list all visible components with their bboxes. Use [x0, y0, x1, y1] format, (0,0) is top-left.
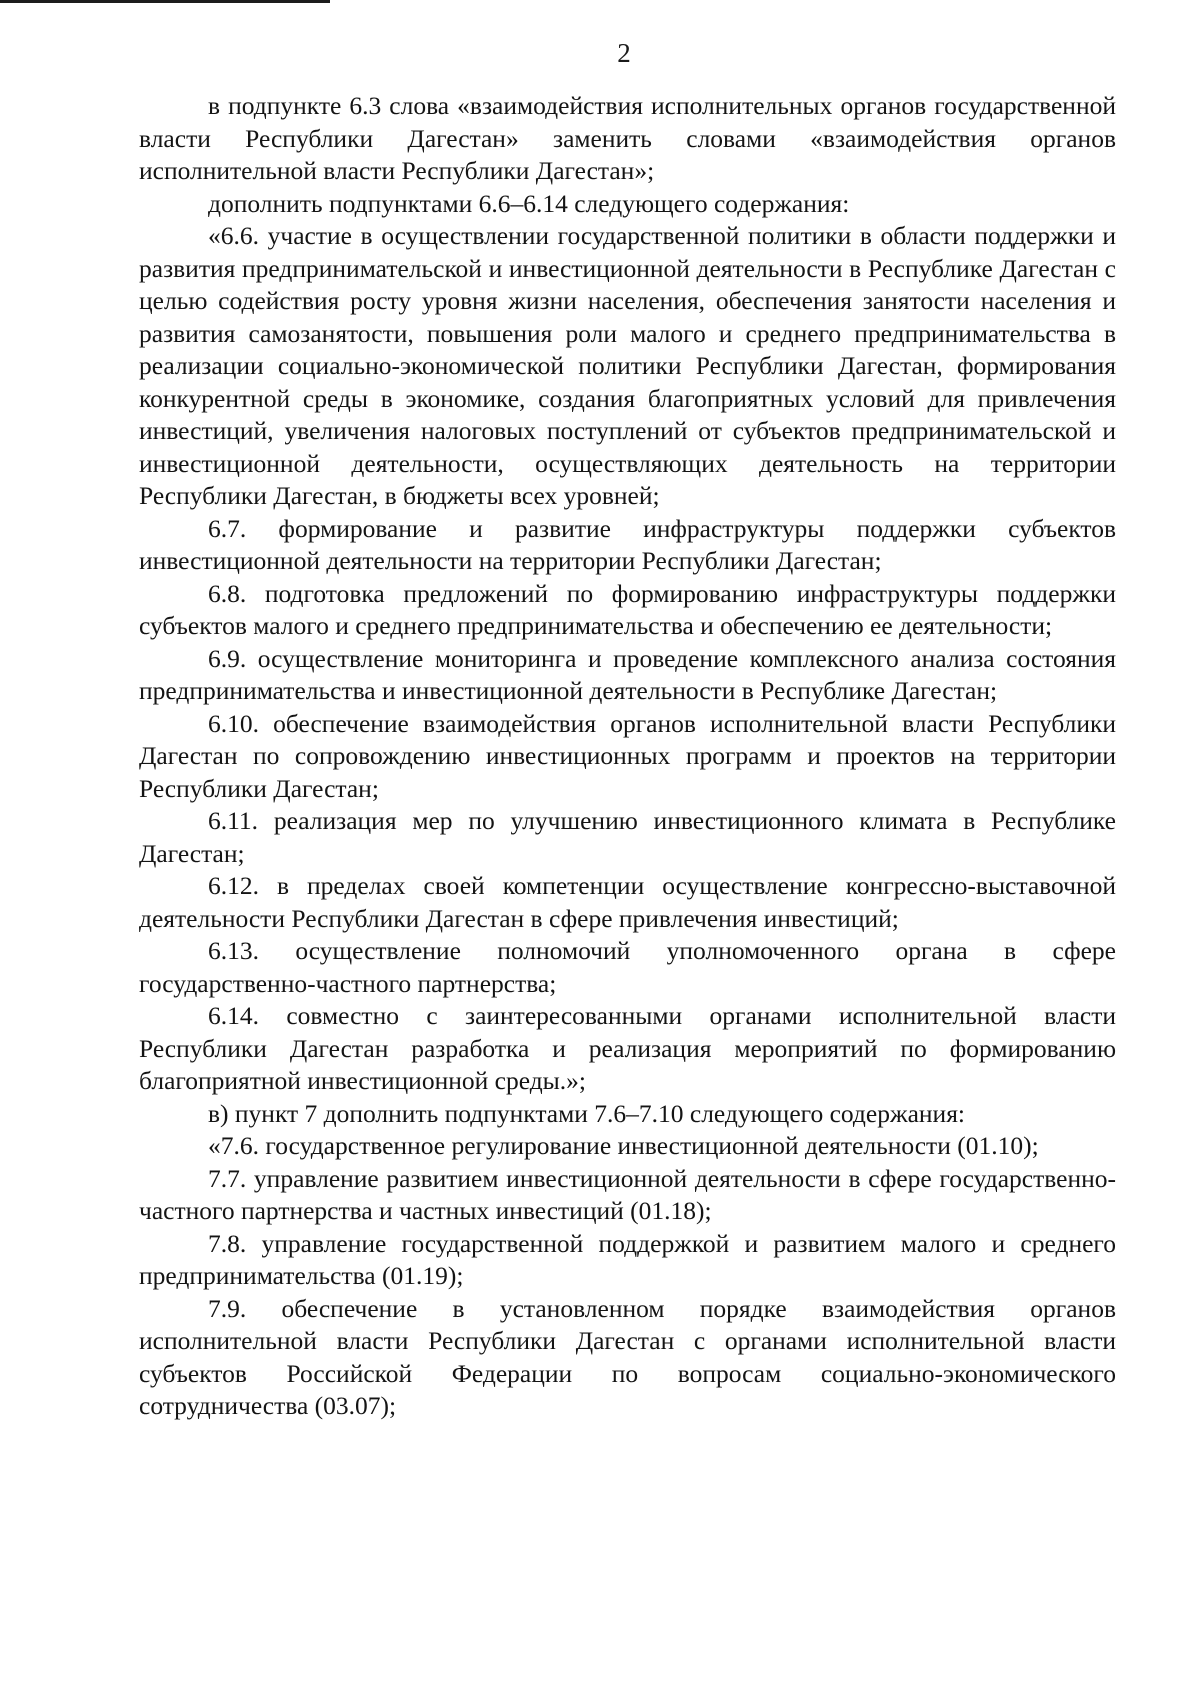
- scan-edge-line: [0, 0, 330, 3]
- paragraph: «6.6. участие в осуществлении государственной политики в области поддержки и развития предпринимательской и инвестиционной деятельности в Республике Дагестан с целью содействия росту уровня жизни населения, обеспечения занятости населения и развития самозанятости, повышения роли малого и среднего предпринимательства в реализации социально-экономической политики Республики Дагестан, формирования конкурентной среды в экономике, создания благоприятных условий для привлечения инвестиций, увеличения налоговых поступлений от субъектов предпринимательской и инвестиционной деятельности, осуществляющих деятельность на территории Республики Дагестан, в бюджеты всех уровней;: [139, 221, 1116, 510]
- paragraph: 6.12. в пределах своей компетенции осуществление конгрессно-выставочной деятельности Республики Дагестан в сфере привлечения инвестиций;: [139, 871, 1116, 933]
- page-number: 2: [617, 38, 631, 68]
- paragraph: 6.10. обеспечение взаимодействия органов исполнительной власти Республики Дагестан по сопровождению инвестиционных программ и проектов на территории Республики Дагестан;: [139, 708, 1116, 803]
- paragraph: 6.14. совместно с заинтересованными органами исполнительной власти Республики Дагестан разработка и реализация мероприятий по формированию благоприятной инвестиционной среды.»;: [139, 1001, 1116, 1095]
- paragraph: 6.9. осуществление мониторинга и проведение комплексного анализа состояния предпринимательства и инвестиционной деятельности в Республике Дагестан;: [139, 643, 1116, 705]
- paragraph: 7.8. управление государственной поддержкой и развитием малого и среднего предпринимательства (01.19);: [139, 1228, 1116, 1290]
- paragraph: в подпункте 6.3 слова «взаимодействия исполнительных органов государственной власти Республики Дагестан» заменить словами «взаимодействия органов исполнительной власти Республики Дагестан»;: [139, 91, 1116, 185]
- paragraph: 6.8. подготовка предложений по формированию инфраструктуры поддержки субъектов малого и среднего предпринимательства и обеспечению ее деятельности;: [139, 578, 1116, 640]
- paragraph: 7.7. управление развитием инвестиционной деятельности в сфере государственно-частного партнерства и частных инвестиций (01.18);: [139, 1163, 1116, 1225]
- paragraph: 6.11. реализация мер по улучшению инвестиционного климата в Республике Дагестан;: [139, 806, 1116, 868]
- paragraph: в) пункт 7 дополнить подпунктами 7.6–7.10 следующего содержания:: [208, 1098, 966, 1128]
- paragraph: 7.9. обеспечение в установленном порядке взаимодействия органов исполнительной власти Республики Дагестан с органами исполнительной власти субъектов Российской Федерации по вопросам социально-экономического сотрудничества (03.07);: [139, 1293, 1116, 1420]
- document-body: [139, 90, 1116, 1423]
- paragraph: дополнить подпунктами 6.6–6.14 следующего содержания:: [208, 188, 850, 218]
- paragraph: «7.6. государственное регулирование инвестиционной деятельности (01.10);: [208, 1131, 1039, 1160]
- paragraph: 6.13. осуществление полномочий уполномоченного органа в сфере государственно-частного партнерства;: [139, 936, 1116, 998]
- paragraph: 6.7. формирование и развитие инфраструктуры поддержки субъектов инвестиционной деятельности на территории Республики Дагестан;: [139, 513, 1116, 575]
